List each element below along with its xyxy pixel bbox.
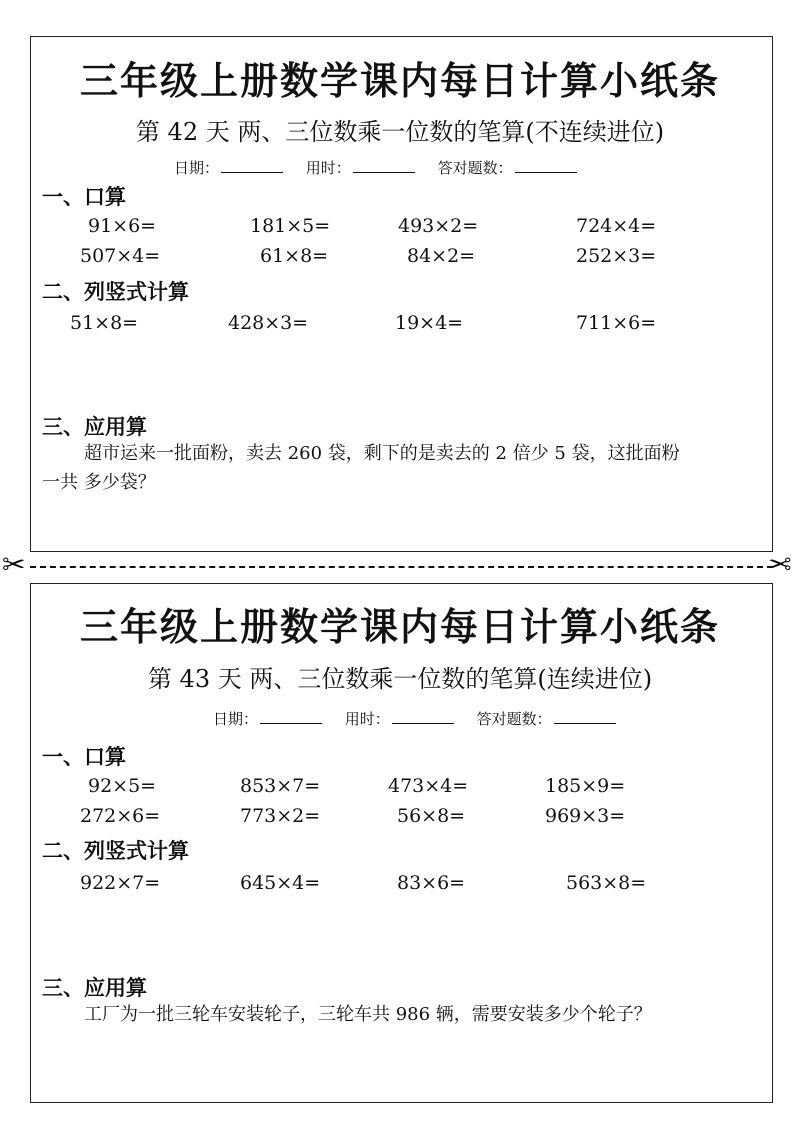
strip2-oral-item: 853×7=	[240, 775, 321, 797]
strip1-section-vertical: 二、列竖式计算	[42, 280, 189, 304]
scissors-icon: ✂	[768, 548, 792, 581]
time-blank[interactable]	[392, 709, 454, 724]
strip1-oral-item: 91×6=	[88, 215, 157, 237]
strip1-section-oral: 一、口算	[42, 185, 126, 209]
strip1-problem-line1: 超市运来一批面粉，卖去 260 袋，剩下的是卖去的 2 倍少 5 袋，这批面粉	[84, 443, 680, 464]
strip1-meta-row	[174, 157, 595, 178]
strip1-oral-item: 507×4=	[80, 245, 161, 267]
strip2-subtitle: 第 43 天 两、三位数乘一位数的笔算(连续进位)	[147, 665, 653, 693]
time-label: 用时：	[305, 159, 351, 177]
strip1-oral-item: 181×5=	[250, 215, 331, 237]
date-label: 日期：	[174, 159, 220, 177]
scissors-icon: ✂	[2, 548, 26, 581]
time-label: 用时：	[344, 710, 390, 728]
strip1-problem-line2: 一共 多少袋？	[42, 472, 156, 493]
correct-count-blank[interactable]	[515, 158, 577, 173]
cut-line	[30, 566, 773, 568]
strip2-oral-item: 92×5=	[88, 775, 157, 797]
strip1-oral-item: 84×2=	[407, 245, 476, 267]
date-blank[interactable]	[221, 158, 283, 173]
strip1-vertical-item: 51×8=	[70, 312, 139, 334]
strip2-vertical-item: 645×4=	[240, 872, 321, 894]
strip2-oral-item: 272×6=	[80, 805, 161, 827]
strip2-oral-item: 185×9=	[545, 775, 626, 797]
strip2-problem-line1: 工厂为一批三轮车安装轮子，三轮车共 986 辆，需要安装多少个轮子？	[84, 1004, 652, 1025]
strip2-section-vertical: 二、列竖式计算	[42, 839, 189, 863]
strip2-title: 三年级上册数学课内每日计算小纸条	[79, 605, 720, 649]
strip1-oral-item: 61×8=	[260, 245, 329, 267]
strip2-oral-item: 969×3=	[545, 805, 626, 827]
date-blank[interactable]	[260, 709, 322, 724]
correct-count-label: 答对题数：	[476, 710, 552, 728]
strip1-oral-item: 252×3=	[576, 245, 657, 267]
correct-count-label: 答对题数：	[437, 159, 513, 177]
time-blank[interactable]	[353, 158, 415, 173]
strip1-vertical-item: 428×3=	[228, 312, 309, 334]
strip1-vertical-item: 711×6=	[576, 312, 657, 334]
correct-count-blank[interactable]	[554, 709, 616, 724]
strip2-section-application: 三、应用算	[42, 976, 147, 1000]
strip1-title: 三年级上册数学课内每日计算小纸条	[79, 59, 720, 103]
strip1-section-application: 三、应用算	[42, 415, 147, 439]
date-label: 日期：	[213, 710, 259, 728]
strip2-oral-item: 56×8=	[397, 805, 466, 827]
strip2-section-oral: 一、口算	[42, 745, 126, 769]
strip1-oral-item: 724×4=	[576, 215, 657, 237]
strip1-subtitle: 第 42 天 两、三位数乘一位数的笔算(不连续进位)	[135, 118, 665, 146]
strip2-oral-item: 773×2=	[240, 805, 321, 827]
strip2-vertical-item: 922×7=	[80, 872, 161, 894]
strip1-vertical-item: 19×4=	[395, 312, 464, 334]
strip1-oral-item: 493×2=	[398, 215, 479, 237]
strip2-vertical-item: 563×8=	[566, 872, 647, 894]
strip2-vertical-item: 83×6=	[397, 872, 466, 894]
strip2-oral-item: 473×4=	[388, 775, 469, 797]
strip2-meta-row	[213, 708, 634, 729]
